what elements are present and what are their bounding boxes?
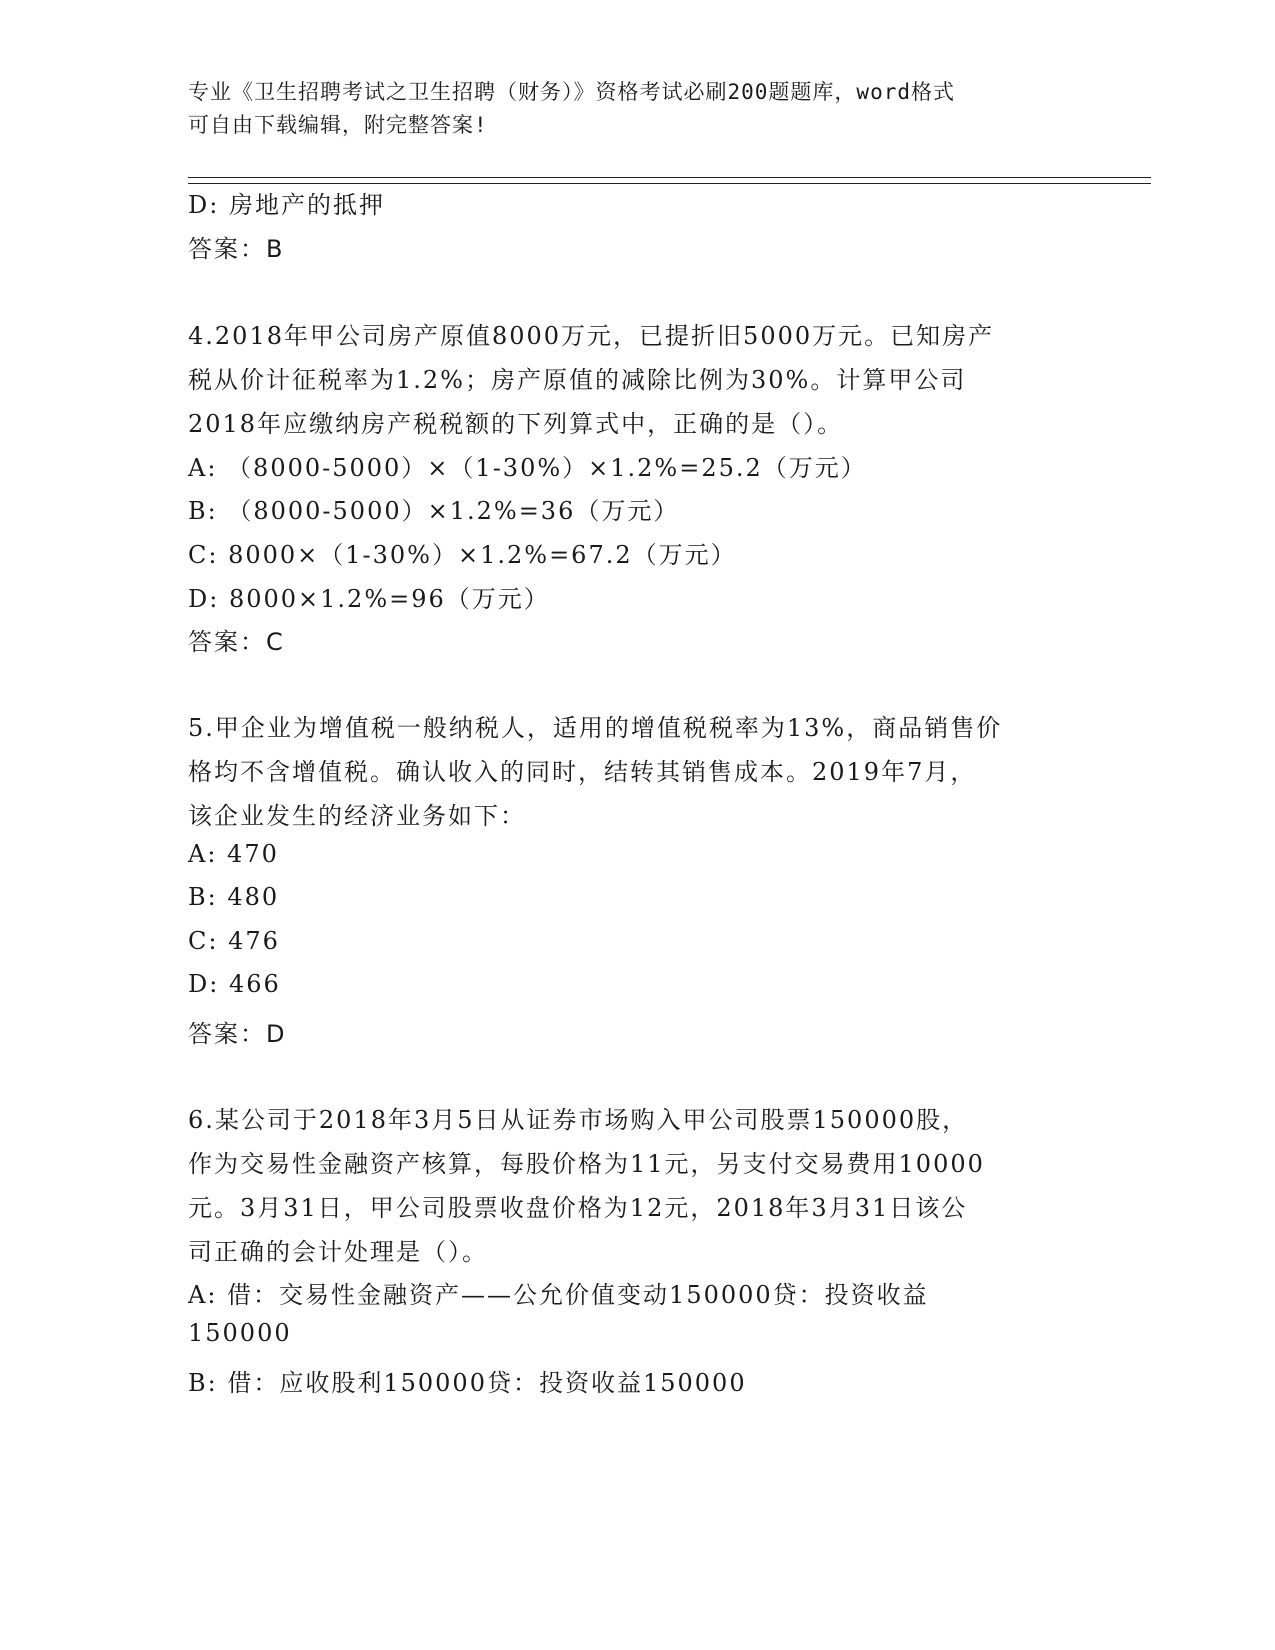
q5-option-b: B: 480 bbox=[188, 883, 280, 911]
q5-answer: 答案：D bbox=[188, 1020, 287, 1048]
q6-stem-line-3: 元。3月31日，甲公司股票收盘价格为12元，2018年3月31日该公 bbox=[188, 1194, 968, 1222]
q4-stem-line-3: 2018年应缴纳房产税税额的下列算式中，正确的是（）。 bbox=[188, 410, 844, 438]
q4-answer: 答案：C bbox=[188, 628, 285, 656]
q4-option-b: B: （8000-5000）×1.2%=36（万元） bbox=[188, 497, 680, 525]
page-header bbox=[188, 76, 1068, 142]
q4-option-d: D: 8000×1.2%=96（万元） bbox=[188, 585, 550, 613]
q5-stem-line-2: 格均不含增值税。确认收入的同时，结转其销售成本。2019年7月， bbox=[188, 758, 977, 786]
q5-option-d: D: 466 bbox=[188, 970, 281, 998]
q5-option-a: A: 470 bbox=[188, 840, 279, 868]
header-divider-bottom bbox=[188, 183, 1151, 184]
q6-stem-line-1: 6.某公司于2018年3月5日从证券市场购入甲公司股票150000股， bbox=[188, 1106, 969, 1134]
q6-stem-line-2: 作为交易性金融资产核算，每股价格为11元，另支付交易费用10000 bbox=[188, 1150, 985, 1178]
q5-option-c: C: 476 bbox=[188, 927, 280, 955]
q4-stem-line-2: 税从价计征税率为1.2%；房产原值的减除比例为30%。计算甲公司 bbox=[188, 366, 967, 394]
q4-option-a: A: （8000-5000）×（1-30%）×1.2%=25.2（万元） bbox=[188, 454, 867, 482]
prev-question-option-d: D: 房地产的抵押 bbox=[188, 191, 385, 219]
header-divider-top bbox=[188, 177, 1151, 178]
prev-question-answer: 答案：B bbox=[188, 235, 285, 263]
q4-stem-line-1: 4.2018年甲公司房产原值8000万元，已提折旧5000万元。已知房产 bbox=[188, 322, 995, 350]
q5-stem-line-3: 该企业发生的经济业务如下： bbox=[188, 802, 526, 830]
header-line-2: 可自由下载编辑，附完整答案! bbox=[188, 113, 488, 137]
q5-stem-line-1: 5.甲企业为增值税一般纳税人，适用的增值税税率为13%，商品销售价 bbox=[188, 714, 1003, 742]
q6-option-a-continued: 150000 bbox=[188, 1319, 292, 1347]
q6-option-a: A: 借：交易性金融资产——公允价值变动150000贷：投资收益 bbox=[188, 1281, 929, 1309]
q6-option-b: B: 借：应收股利150000贷：投资收益150000 bbox=[188, 1369, 747, 1397]
q6-stem-line-4: 司正确的会计处理是（）。 bbox=[188, 1238, 488, 1266]
header-line-1: 专业《卫生招聘考试之卫生招聘（财务）》资格考试必刷200题题库，word格式 bbox=[188, 80, 955, 104]
q4-option-c: C: 8000×（1-30%）×1.2%=67.2（万元） bbox=[188, 541, 737, 569]
